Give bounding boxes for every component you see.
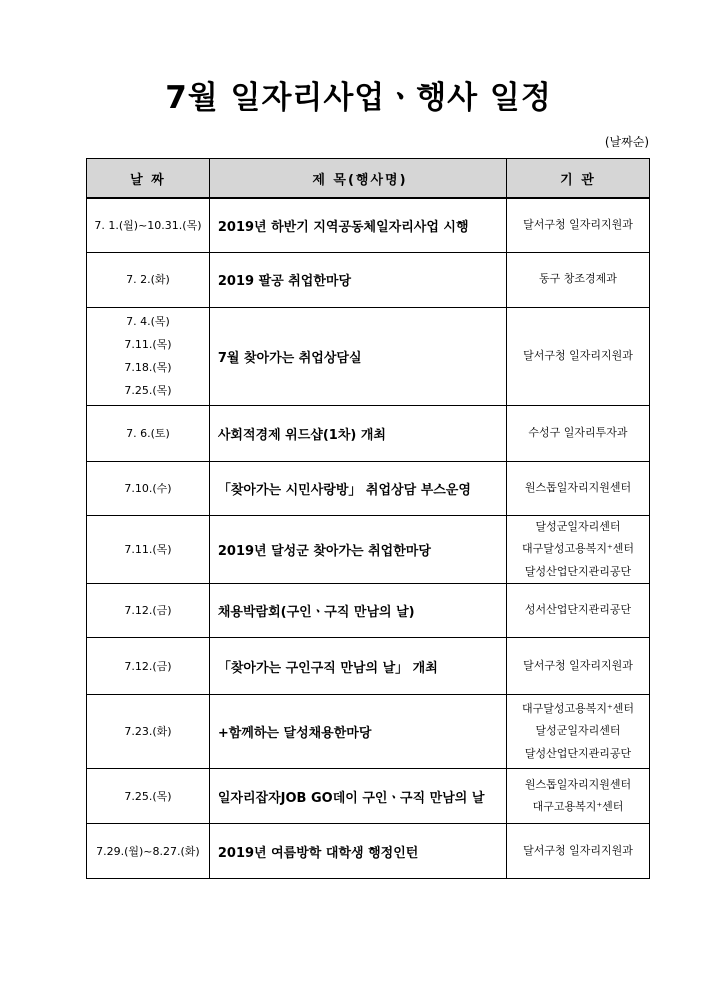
date-text: 7.11.(목)	[124, 542, 172, 556]
org-cell	[506, 198, 649, 252]
date-cell	[87, 405, 210, 461]
date-text: 7.25.(목)	[124, 384, 172, 397]
date-text: 7.11.(목)	[124, 338, 172, 351]
date-cell	[87, 638, 210, 695]
org-text: 원스톱일자리지원센터	[524, 480, 632, 494]
table-row	[87, 695, 650, 769]
org-text: 달성산업단지관리공단	[524, 746, 632, 760]
org-text: 대구달성고용복지⁺센터	[521, 542, 635, 555]
date-text: 7. 4.(목)	[126, 315, 170, 328]
schedule-table	[86, 158, 650, 879]
org-text: 성서산업단지관리공단	[524, 603, 632, 617]
event-cell: 「찾아가는 구인구직 만남의 날」 개최	[209, 638, 506, 695]
date-text: 7. 1.(월)~10.31.(목)	[94, 218, 202, 232]
event-cell: 2019 팔공 취업한마당	[209, 252, 506, 307]
org-cell	[506, 307, 649, 405]
org-cell	[506, 461, 649, 515]
header-org: 기 관	[506, 159, 649, 199]
table-row	[87, 198, 650, 252]
table-row	[87, 584, 650, 638]
date-cell	[87, 461, 210, 515]
org-cell	[506, 252, 649, 307]
sort-order-note: (날짜순)	[604, 135, 649, 149]
org-cell	[506, 769, 649, 824]
date-cell	[87, 769, 210, 824]
date-text: 7.25.(목)	[124, 789, 172, 803]
event-cell: 7월 찾아가는 취업상담실	[209, 307, 506, 405]
org-text: 달성군일자리센터	[535, 724, 621, 738]
org-text: 대구고용복지⁺센터	[532, 800, 624, 813]
table-row	[87, 461, 650, 515]
org-cell	[506, 638, 649, 695]
event-cell: 일자리잡자JOB GO데이 구인ㆍ구직 만남의 날	[209, 769, 506, 824]
table-row	[87, 638, 650, 695]
table-row	[87, 405, 650, 461]
org-text: 대구달성고용복지⁺센터	[521, 701, 635, 715]
org-text: 수성구 일자리투자과	[528, 425, 628, 439]
org-text: 달성군일자리센터	[535, 519, 621, 533]
date-text: 7.12.(금)	[124, 659, 172, 673]
org-text: 동구 창조경제과	[539, 272, 617, 286]
date-cell	[87, 198, 210, 252]
date-cell	[87, 515, 210, 584]
table-row	[87, 307, 650, 405]
event-cell: 2019년 여름방학 대학생 행정인턴	[209, 824, 506, 879]
date-text: 7.12.(금)	[124, 604, 172, 617]
table-row	[87, 769, 650, 824]
event-cell: 2019년 달성군 찾아가는 취업한마당	[209, 515, 506, 584]
event-cell: 사회적경제 위드샵(1차) 개최	[209, 405, 506, 461]
header-event: 제 목(행사명)	[209, 159, 506, 199]
date-text: 7. 2.(화)	[126, 273, 170, 286]
org-text: 달서구청 일자리지원과	[523, 658, 633, 672]
org-text: 원스톱일자리지원센터	[524, 777, 632, 791]
org-text: 달서구청 일자리지원과	[523, 843, 633, 857]
org-cell	[506, 405, 649, 461]
date-text: 7.29.(월)~8.27.(화)	[96, 844, 200, 858]
event-cell: +함께하는 달성채용한마당	[209, 695, 506, 769]
table-body	[87, 198, 650, 879]
table-row	[87, 515, 650, 584]
org-text: 달서구청 일자리지원과	[523, 348, 633, 362]
date-cell	[87, 824, 210, 879]
table-row	[87, 824, 650, 879]
org-text: 달성산업단지관리공단	[524, 564, 632, 578]
date-cell	[87, 584, 210, 638]
date-cell	[87, 307, 210, 405]
org-text: 달서구청 일자리지원과	[523, 218, 633, 231]
table-header-row	[87, 159, 650, 199]
event-cell: 「찾아가는 시민사랑방」 취업상담 부스운영	[209, 461, 506, 515]
org-cell	[506, 584, 649, 638]
date-text: 7.23.(화)	[124, 725, 172, 738]
org-cell	[506, 824, 649, 879]
page-title: 7월 일자리사업ㆍ행사 일정	[165, 80, 552, 116]
date-cell	[87, 695, 210, 769]
org-cell	[506, 695, 649, 769]
date-text: 7. 6.(토)	[126, 426, 170, 440]
header-date: 날 짜	[87, 159, 210, 199]
table-row	[87, 252, 650, 307]
event-cell: 채용박람회(구인ㆍ구직 만남의 날)	[209, 584, 506, 638]
date-text: 7.10.(수)	[124, 481, 172, 495]
event-cell: 2019년 하반기 지역공동체일자리사업 시행	[209, 198, 506, 252]
date-cell	[87, 252, 210, 307]
date-text: 7.18.(목)	[124, 361, 172, 374]
org-cell	[506, 515, 649, 584]
